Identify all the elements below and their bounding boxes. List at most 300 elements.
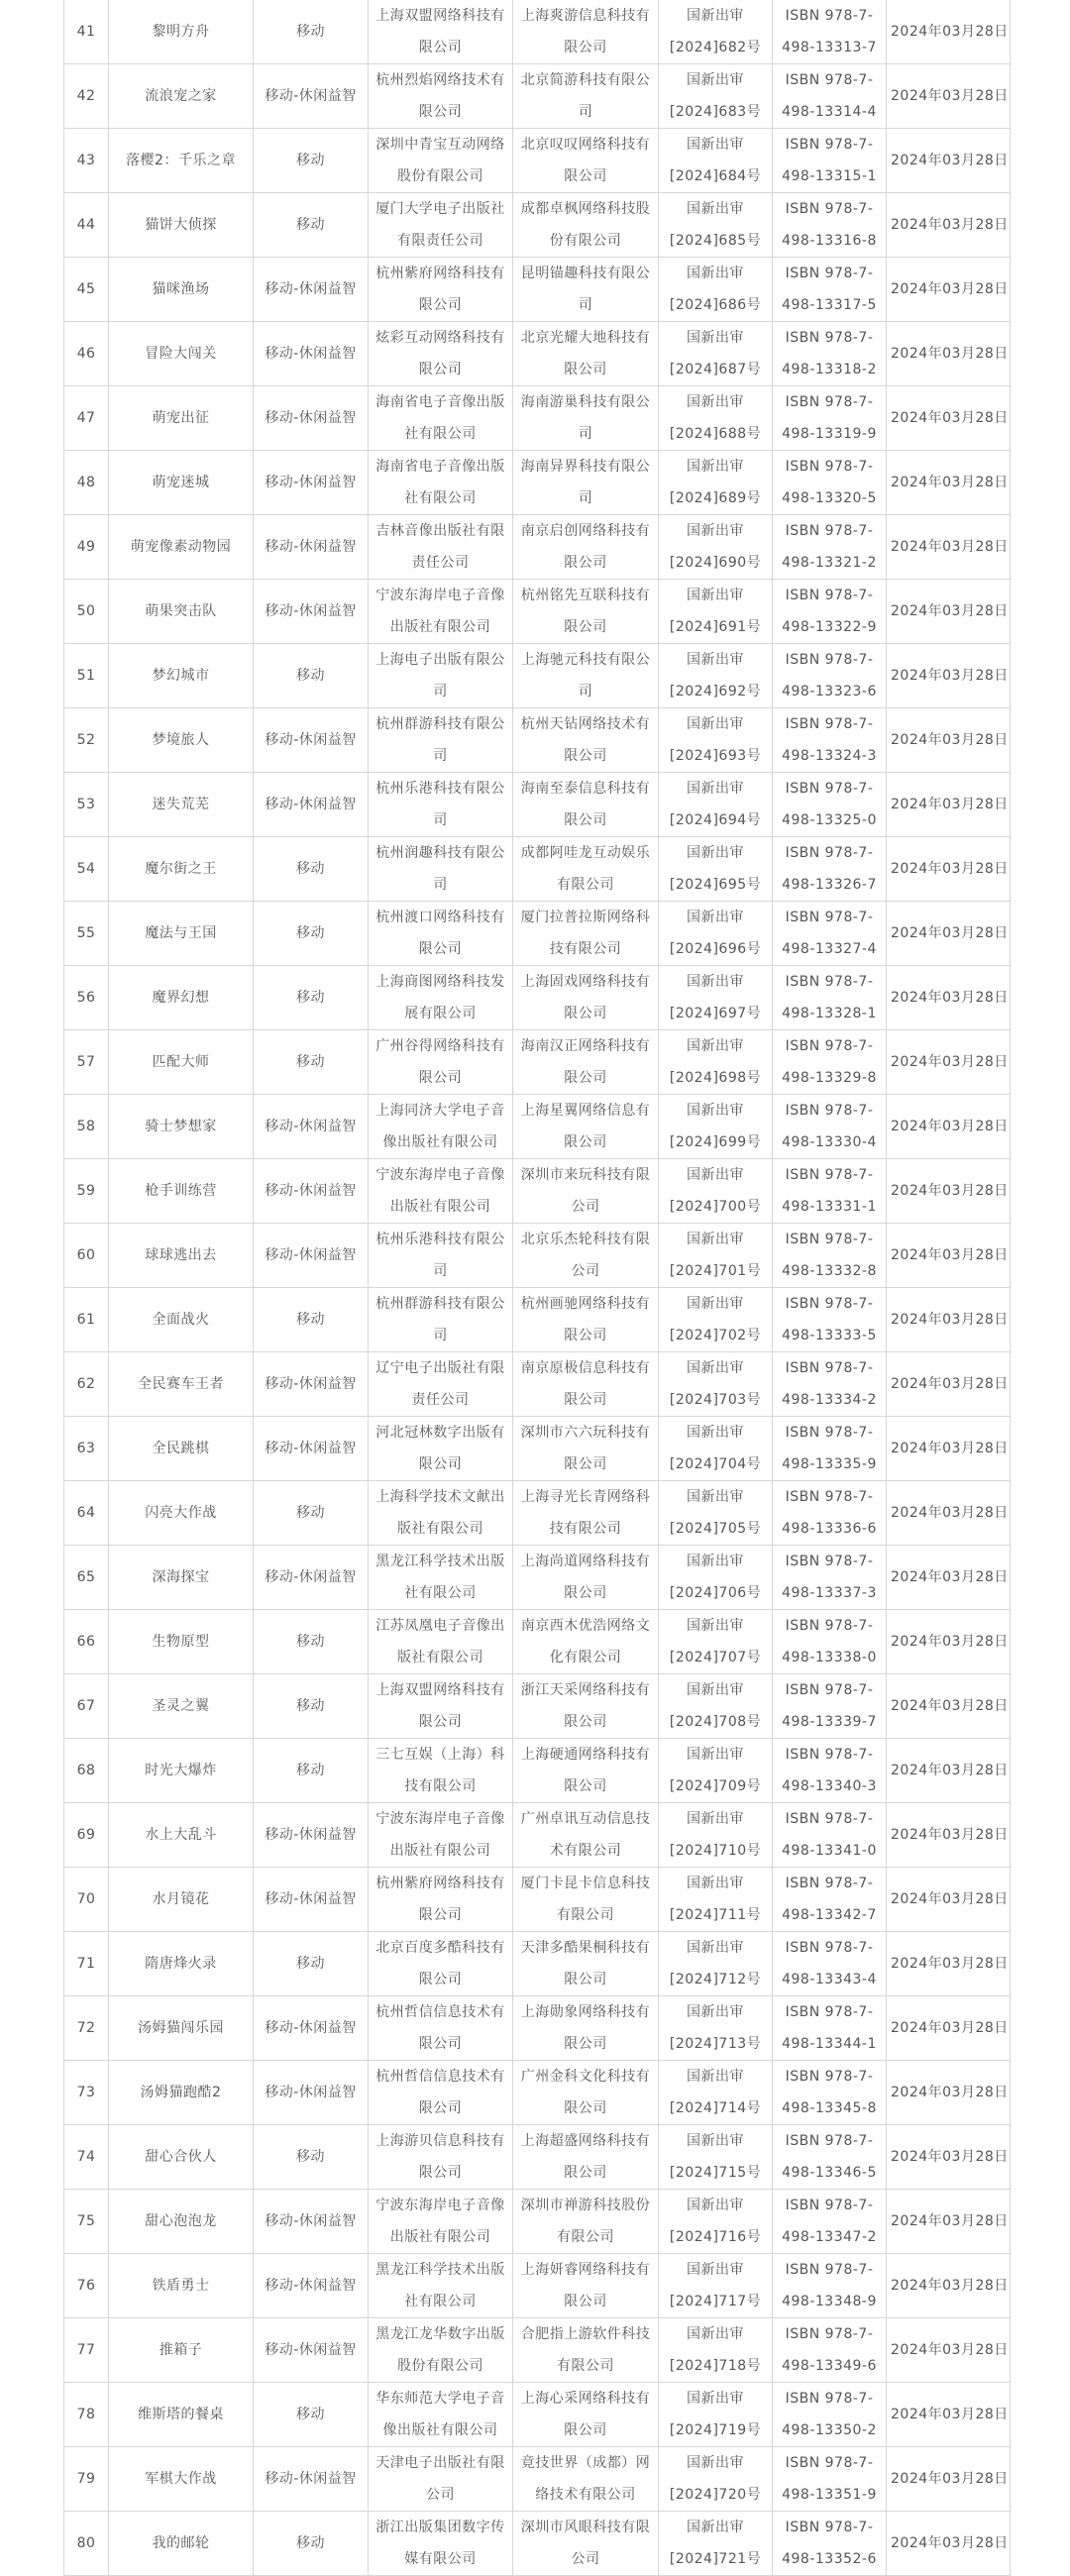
isbn [773,2318,887,2383]
cell-text: 天津电子出版社有限 [375,2455,505,2471]
cell-text: 65 [76,1569,96,1585]
operator [513,1095,659,1159]
cell-text: 移动-休闲益智 [265,2085,357,2100]
cell-text: 限公司 [418,1456,463,1472]
row-number [64,2512,109,2576]
cell-text: ISBN 978-7- [785,2198,874,2213]
approval-number [659,1352,773,1417]
publisher [369,64,513,129]
cell-text: [2024]694号 [669,812,762,828]
cell-text: 司 [433,684,448,699]
game-name [109,1996,254,2061]
cell-text: 炫彩互动网络科技有 [375,330,505,346]
cell-text: 移动 [296,1505,325,1521]
cell-text: 50 [76,603,96,619]
cell-text: 限公司 [564,1070,607,1086]
cell-text: [2024]696号 [669,941,762,957]
table-row [64,1546,1011,1610]
cell-text: ISBN 978-7- [785,1167,874,1183]
cell-text: [2024]716号 [669,2229,762,2245]
cell-text: 海南汉正网络科技有 [520,1038,651,1054]
approval-number [659,1030,773,1095]
publisher [369,902,513,966]
cell-text: 汤姆猫跑酷2 [140,2085,222,2100]
approval-date [887,1159,1011,1224]
cell-text: 国新出审 [687,2198,744,2213]
cell-text: [2024]683号 [669,104,762,120]
cell-text: 上海爽游信息科技有 [520,8,651,24]
game-name [109,258,254,322]
cell-text: 全民赛车王者 [138,1376,224,1392]
cell-text: 上海妍睿网络科技有 [520,2262,651,2278]
table-row [64,1996,1011,2061]
game-type [254,193,369,258]
game-name [109,322,254,386]
game-name [109,902,254,966]
game-name [109,580,254,644]
cell-text: [2024]693号 [669,748,762,764]
cell-text: 杭州铭先互联科技有 [520,588,651,603]
cell-text: 出版社有限公司 [389,619,491,635]
game-type [254,1996,369,2061]
row-number [64,1417,109,1481]
cell-text: 498-13313-7 [782,40,877,55]
cell-text: 移动-休闲益智 [265,88,357,104]
cell-text: 海南至泰信息科技有 [520,781,651,797]
cell-text: 球球逃出去 [145,1247,217,1263]
cell-text: 落樱2：千乐之章 [126,153,236,168]
game-type [254,2512,369,2576]
approval-date [887,2190,1011,2254]
cell-text: 责任公司 [411,555,470,571]
cell-text: 移动-休闲益智 [265,410,357,426]
cell-text: [2024]717号 [669,2294,762,2309]
cell-text: [2024]721号 [669,2551,762,2567]
cell-text: [2024]707号 [669,1650,762,1665]
publisher [369,2447,513,2512]
approval-number [659,2318,773,2383]
cell-text: [2024]702号 [669,1328,762,1343]
cell-text: 国新出审 [687,2455,744,2471]
cell-text: 展有限公司 [404,1006,477,1021]
row-number [64,1739,109,1803]
game-name [109,515,254,580]
operator [513,1739,659,1803]
cell-text: 海南游巢科技有限公 [520,394,651,410]
table-row [64,1288,1011,1352]
cell-text: 上海科学技术文献出 [375,1489,505,1505]
game-name [109,1546,254,1610]
game-type [254,1417,369,1481]
operator [513,2125,659,2190]
cell-text: 术有限公司 [549,1843,622,1859]
cell-text: 48 [76,475,96,490]
cell-text: 社有限公司 [404,2294,477,2309]
approval-date [887,1996,1011,2061]
approval-date [887,644,1011,708]
row-number [64,966,109,1030]
row-number [64,2318,109,2383]
cell-text: 2024年03月28日 [891,2471,1009,2487]
cell-text: 移动 [296,1312,325,1328]
publisher [369,966,513,1030]
cell-text: [2024]686号 [669,297,762,313]
game-type [254,1868,369,1932]
cell-text: 2024年03月28日 [891,1312,1009,1328]
row-number [64,193,109,258]
cell-text: 移动-休闲益智 [265,732,357,748]
cell-text: 限公司 [564,1456,607,1472]
approval-number [659,1417,773,1481]
cell-text: ISBN 978-7- [785,1811,874,1827]
operator [513,2383,659,2447]
cell-text: 吉林音像出版社有限 [375,523,505,539]
approval-date [887,2447,1011,2512]
game-name [109,193,254,258]
cell-text: 71 [76,1956,96,1972]
cell-text: 74 [76,2149,96,2165]
cell-text: 上海双盟网络科技有 [375,8,505,24]
cell-text: 移动 [296,668,325,684]
game-type [254,1159,369,1224]
cell-text: 国新出审 [687,1296,744,1312]
cell-text: 浙江出版集团数字传 [375,2520,505,2535]
publisher [369,2318,513,2383]
cell-text: 72 [76,2020,96,2036]
cell-text: 移动-休闲益智 [265,1247,357,1263]
game-type [254,1546,369,1610]
game-name [109,2447,254,2512]
approval-number [659,1288,773,1352]
cell-text: 移动-休闲益智 [265,603,357,619]
row-number [64,2190,109,2254]
game-name [109,773,254,837]
cell-text: 限公司 [418,2100,463,2116]
publisher [369,2254,513,2318]
cell-text: [2024]685号 [669,233,762,249]
cell-text: 75 [76,2213,96,2229]
cell-text: 司 [578,104,593,120]
cell-text: 生物原型 [152,1634,210,1650]
cell-text: 移动 [296,1054,325,1070]
cell-text: 有限责任公司 [397,233,483,249]
operator [513,2318,659,2383]
approval-date [887,258,1011,322]
row-number [64,1674,109,1739]
row-number [64,1803,109,1868]
isbn [773,1803,887,1868]
game-type [254,1610,369,1674]
row-number [64,2125,109,2190]
cell-text: 国新出审 [687,1489,744,1505]
game-name [109,2512,254,2576]
cell-text: 国新出审 [687,523,744,539]
cell-text: 深圳市六六玩科技有 [520,1425,651,1441]
operator [513,1674,659,1739]
cell-text: 杭州乐港科技有限公 [375,781,505,797]
cell-text: [2024]701号 [669,1263,762,1279]
cell-text: 2024年03月28日 [891,732,1009,748]
cell-text: 国新出审 [687,974,744,990]
cell-text: 南京原极信息科技有 [520,1360,651,1376]
cell-text: 移动 [296,861,325,877]
cell-text: ISBN 978-7- [785,459,874,475]
cell-text: 498-13324-3 [782,748,877,764]
approval-number [659,2383,773,2447]
isbn [773,2383,887,2447]
cell-text: 国新出审 [687,1167,744,1183]
cell-text: 杭州群游科技有限公 [375,1296,505,1312]
cell-text: 移动 [296,1698,325,1714]
cell-text: 49 [76,539,96,555]
game-name [109,1739,254,1803]
publisher [369,580,513,644]
publisher [369,1546,513,1610]
cell-text: 移动 [296,2535,325,2551]
cell-text: 498-13319-9 [782,426,877,442]
cell-text: 像出版社有限公司 [382,2422,498,2438]
isbn [773,1868,887,1932]
table-body [64,0,1011,2576]
approval-list-table-container [63,0,1010,2576]
cell-text: [2024]699号 [669,1134,762,1150]
cell-text: 厦门大学电子出版社 [375,201,505,217]
cell-text: 2024年03月28日 [891,603,1009,619]
cell-text: 限公司 [418,1714,463,1730]
cell-text: 我的邮轮 [152,2535,210,2551]
game-name [109,1288,254,1352]
operator [513,1932,659,1996]
cell-text: 猫饼大侦探 [145,217,217,233]
cell-text: 天津多酷果桐科技有 [520,1940,651,1956]
cell-text: 军棋大作战 [145,2471,217,2487]
operator [513,258,659,322]
cell-text: 44 [76,217,96,233]
cell-text: 合肥指上游软件科技 [520,2326,651,2342]
cell-text: 限公司 [418,1070,463,1086]
cell-text: 498-13345-8 [782,2100,877,2116]
approval-date [887,902,1011,966]
cell-text: 深圳中青宝互动网络 [375,137,505,153]
cell-text: 498-13343-4 [782,1972,877,1987]
approval-date [887,1224,1011,1288]
cell-text: 有限公司 [557,877,614,893]
cell-text: 41 [76,24,96,40]
cell-text: ISBN 978-7- [785,1360,874,1376]
approval-date [887,1352,1011,1417]
cell-text: [2024]704号 [669,1456,762,1472]
cell-text: 498-13327-4 [782,941,877,957]
approval-number [659,708,773,773]
cell-text: 杭州画驰网络科技有 [520,1296,651,1312]
cell-text: 78 [76,2407,96,2422]
cell-text: 流浪宠之家 [145,88,217,104]
cell-text: 498-13326-7 [782,877,877,893]
operator [513,644,659,708]
game-type [254,1739,369,1803]
cell-text: 限公司 [564,1134,607,1150]
game-name [109,1610,254,1674]
operator [513,0,659,64]
cell-text: ISBN 978-7- [785,1876,874,1891]
cell-text: 498-13348-9 [782,2294,877,2309]
approval-date [887,1030,1011,1095]
approval-date [887,2512,1011,2576]
operator [513,2512,659,2576]
cell-text: [2024]690号 [669,555,762,571]
cell-text: 上海同济大学电子音 [375,1103,505,1119]
cell-text: 移动-休闲益智 [265,2020,357,2036]
row-number [64,1996,109,2061]
cell-text: 司 [433,1263,448,1279]
cell-text: 移动 [296,153,325,168]
cell-text: 广州金科文化科技有 [520,2069,651,2085]
cell-text: 司 [578,490,593,506]
game-name [109,129,254,193]
game-type [254,1288,369,1352]
cell-text: 闪亮大作战 [145,1505,217,1521]
isbn [773,2125,887,2190]
cell-text: 限公司 [564,2294,607,2309]
cell-text: 司 [578,684,593,699]
table-row [64,1481,1011,1546]
publisher [369,644,513,708]
cell-text: 移动 [296,1634,325,1650]
table-row [64,1739,1011,1803]
approval-number [659,773,773,837]
table-row [64,1674,1011,1739]
cell-text: 股份有限公司 [397,168,483,184]
approval-date [887,2254,1011,2318]
cell-text: 限公司 [418,104,463,120]
approval-number [659,322,773,386]
cell-text: 宁波东海岸电子音像 [375,588,505,603]
cell-text: 国新出审 [687,652,744,668]
publisher [369,1417,513,1481]
cell-text: 2024年03月28日 [891,410,1009,426]
cell-text: 司 [433,812,448,828]
cell-text: 责任公司 [411,1392,470,1408]
cell-text: 国新出审 [687,2004,744,2020]
cell-text: 移动 [296,1956,325,1972]
table-row [64,644,1011,708]
cell-text: [2024]687号 [669,362,762,377]
approval-number [659,386,773,451]
cell-text: 杭州润趣科技有限公 [375,845,505,861]
isbn [773,1481,887,1546]
approval-date [887,1868,1011,1932]
cell-text: 498-13352-6 [782,2551,877,2567]
cell-text: 2024年03月28日 [891,1247,1009,1263]
publisher [369,1932,513,1996]
isbn [773,1159,887,1224]
cell-text: 上海尚道网络科技有 [520,1554,651,1569]
cell-text: 公司 [571,1199,600,1215]
approval-number [659,1481,773,1546]
cell-text: 移动-休闲益智 [265,1376,357,1392]
publisher [369,1288,513,1352]
game-name [109,1030,254,1095]
cell-text: 498-13344-1 [782,2036,877,2052]
cell-text: 限公司 [564,1585,607,1601]
game-type [254,1030,369,1095]
cell-text: 上海固戏网络科技有 [520,974,651,990]
cell-text: 2024年03月28日 [891,2213,1009,2229]
cell-text: 国新出审 [687,1618,744,1634]
operator [513,1610,659,1674]
cell-text: 498-13318-2 [782,362,877,377]
approval-date [887,2383,1011,2447]
game-type [254,580,369,644]
cell-text: ISBN 978-7- [785,2455,874,2471]
cell-text: 限公司 [564,812,607,828]
cell-text: 52 [76,732,96,748]
operator [513,64,659,129]
isbn [773,1739,887,1803]
cell-text: 62 [76,1376,96,1392]
game-name [109,2061,254,2125]
approval-date [887,1674,1011,1739]
publisher [369,451,513,515]
cell-text: [2024]712号 [669,1972,762,1987]
approval-list-table [63,0,1011,2576]
isbn [773,1546,887,1610]
cell-text: 昆明锚趣科技有限公 [520,266,651,281]
cell-text: 有限公司 [557,1907,614,1923]
cell-text: 司 [433,748,448,764]
game-type [254,451,369,515]
cell-text: 2024年03月28日 [891,2149,1009,2165]
game-type [254,773,369,837]
approval-number [659,2512,773,2576]
cell-text: 2024年03月28日 [891,281,1009,297]
cell-text: 杭州哲信信息技术有 [375,2004,505,2020]
isbn [773,644,887,708]
game-name [109,64,254,129]
cell-text: 技有限公司 [549,1521,622,1537]
publisher [369,515,513,580]
cell-text: 498-13332-8 [782,1263,877,1279]
cell-text: 时光大爆炸 [145,1763,217,1778]
cell-text: [2024]710号 [669,1843,762,1859]
game-name [109,1803,254,1868]
row-number [64,322,109,386]
cell-text: 498-13322-9 [782,619,877,635]
cell-text: 51 [76,668,96,684]
approval-date [887,0,1011,64]
approval-date [887,1739,1011,1803]
table-row [64,0,1011,64]
game-type [254,1803,369,1868]
cell-text: 2024年03月28日 [891,1376,1009,1392]
table-row [64,837,1011,902]
approval-number [659,1159,773,1224]
game-name [109,1159,254,1224]
cell-text: 498-13337-3 [782,1585,877,1601]
cell-text: 全面战火 [152,1312,210,1328]
cell-text: 黑龙江龙华数字出版 [375,2326,505,2342]
cell-text: 深海探宝 [152,1569,210,1585]
isbn [773,2190,887,2254]
operator [513,1224,659,1288]
cell-text: 成都阿哇龙互动娱乐 [520,845,651,861]
cell-text: 73 [76,2085,96,2100]
operator [513,580,659,644]
table-row [64,2318,1011,2383]
publisher [369,1739,513,1803]
publisher [369,386,513,451]
cell-text: 上海电子出版有限公 [375,652,505,668]
